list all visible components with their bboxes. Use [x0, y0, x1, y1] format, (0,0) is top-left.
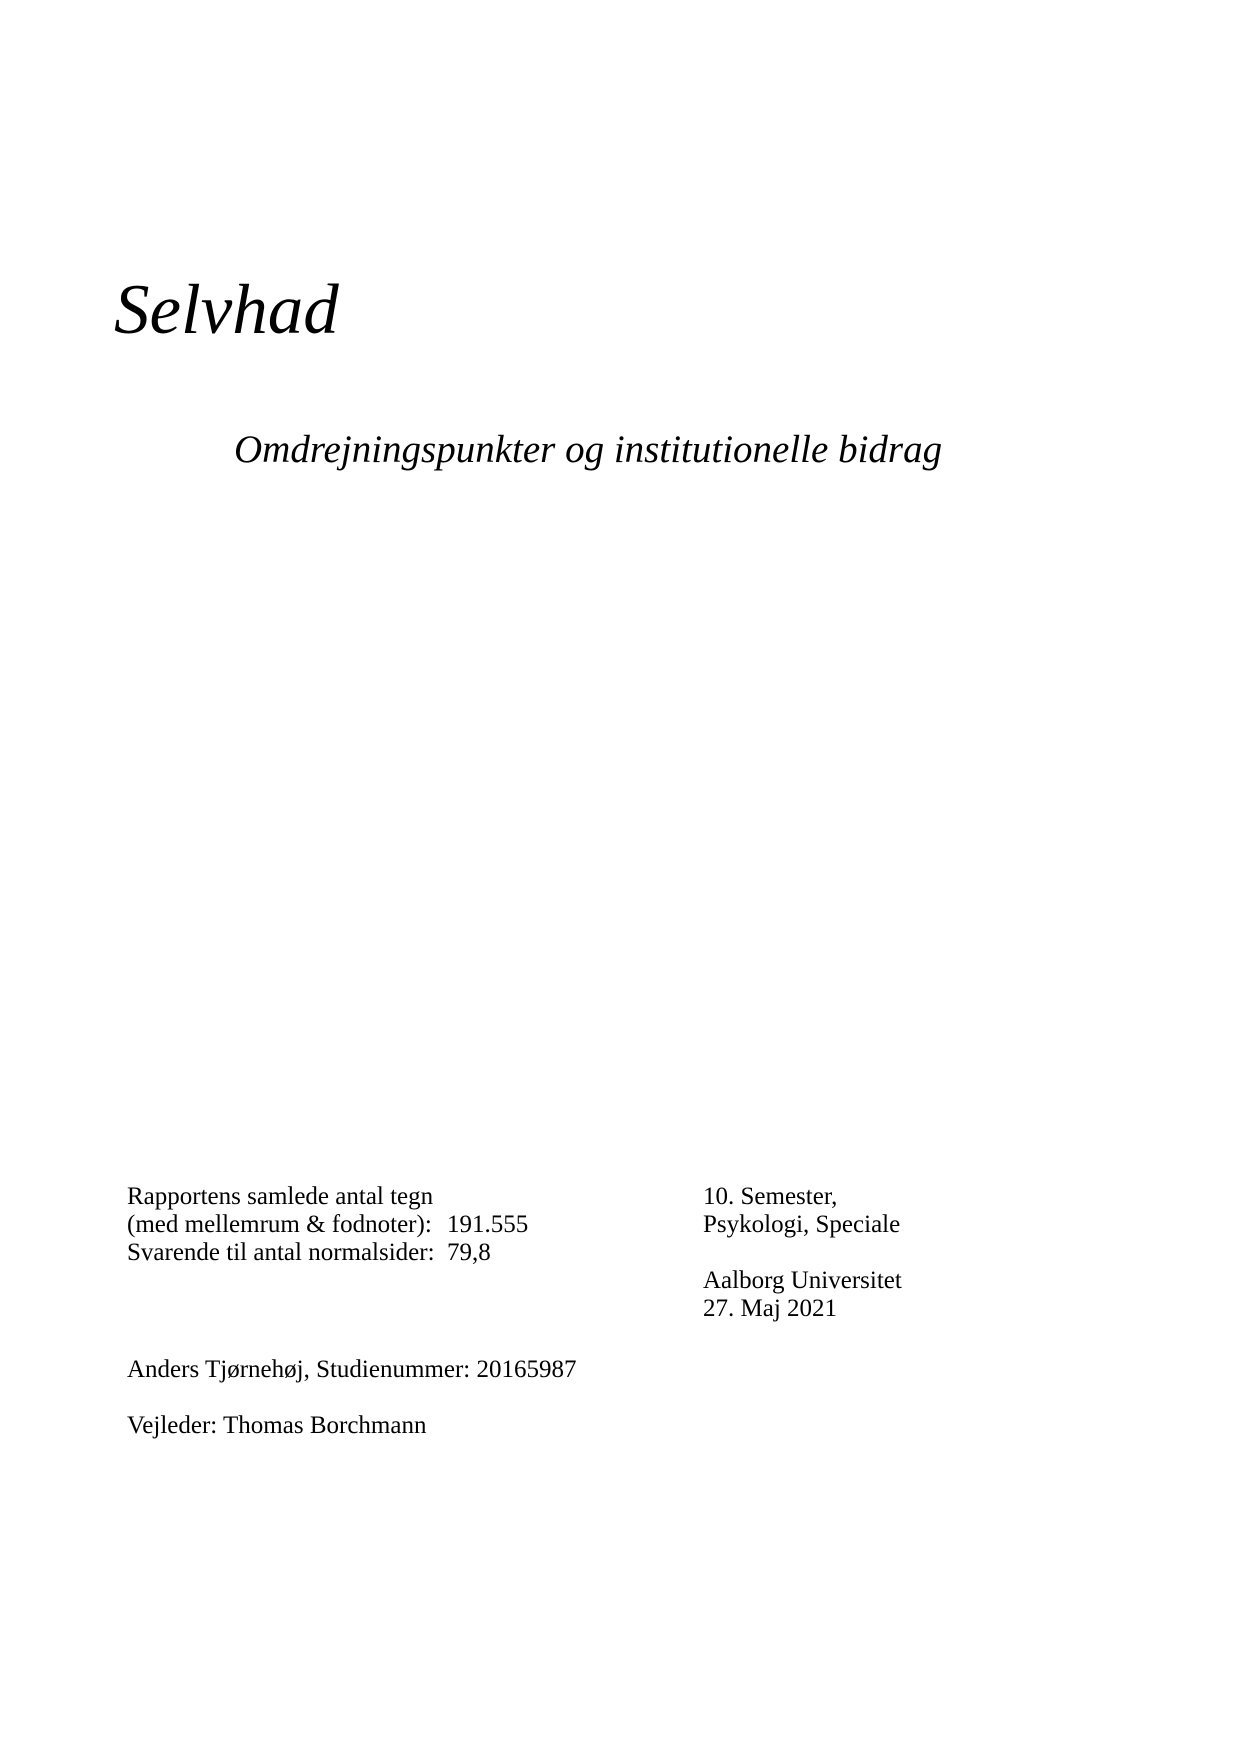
normal-pages-value: 79,8	[447, 1239, 491, 1266]
author-block	[127, 1356, 577, 1440]
normal-pages-row	[127, 1239, 528, 1267]
char-count-row	[127, 1211, 528, 1239]
page-subtitle: Omdrejningspunkter og institutionelle bidrag	[234, 428, 943, 471]
author-spacer	[127, 1384, 577, 1412]
program-spacer	[703, 1239, 902, 1267]
char-count-value: 191.555	[447, 1211, 529, 1238]
report-stats-block	[127, 1183, 528, 1267]
normal-pages-label: Svarende til antal normalsider:	[127, 1239, 435, 1266]
page-title: Selvhad	[114, 271, 339, 349]
university-line: Aalborg Universitet	[703, 1267, 902, 1294]
author-line: Anders Tjørnehøj, Studienummer: 20165987	[127, 1356, 577, 1383]
char-count-label: (med mellemrum & fodnoter):	[127, 1211, 432, 1238]
study-line: Psykologi, Speciale	[703, 1211, 901, 1238]
date-line: 27. Maj 2021	[703, 1295, 838, 1322]
supervisor-line: Vejleder: Thomas Borchmann	[127, 1412, 427, 1439]
semester-line: 10. Semester,	[703, 1183, 838, 1210]
program-info-block	[703, 1183, 902, 1323]
stats-heading-row	[127, 1183, 528, 1211]
stats-heading: Rapportens samlede antal tegn	[127, 1183, 434, 1210]
